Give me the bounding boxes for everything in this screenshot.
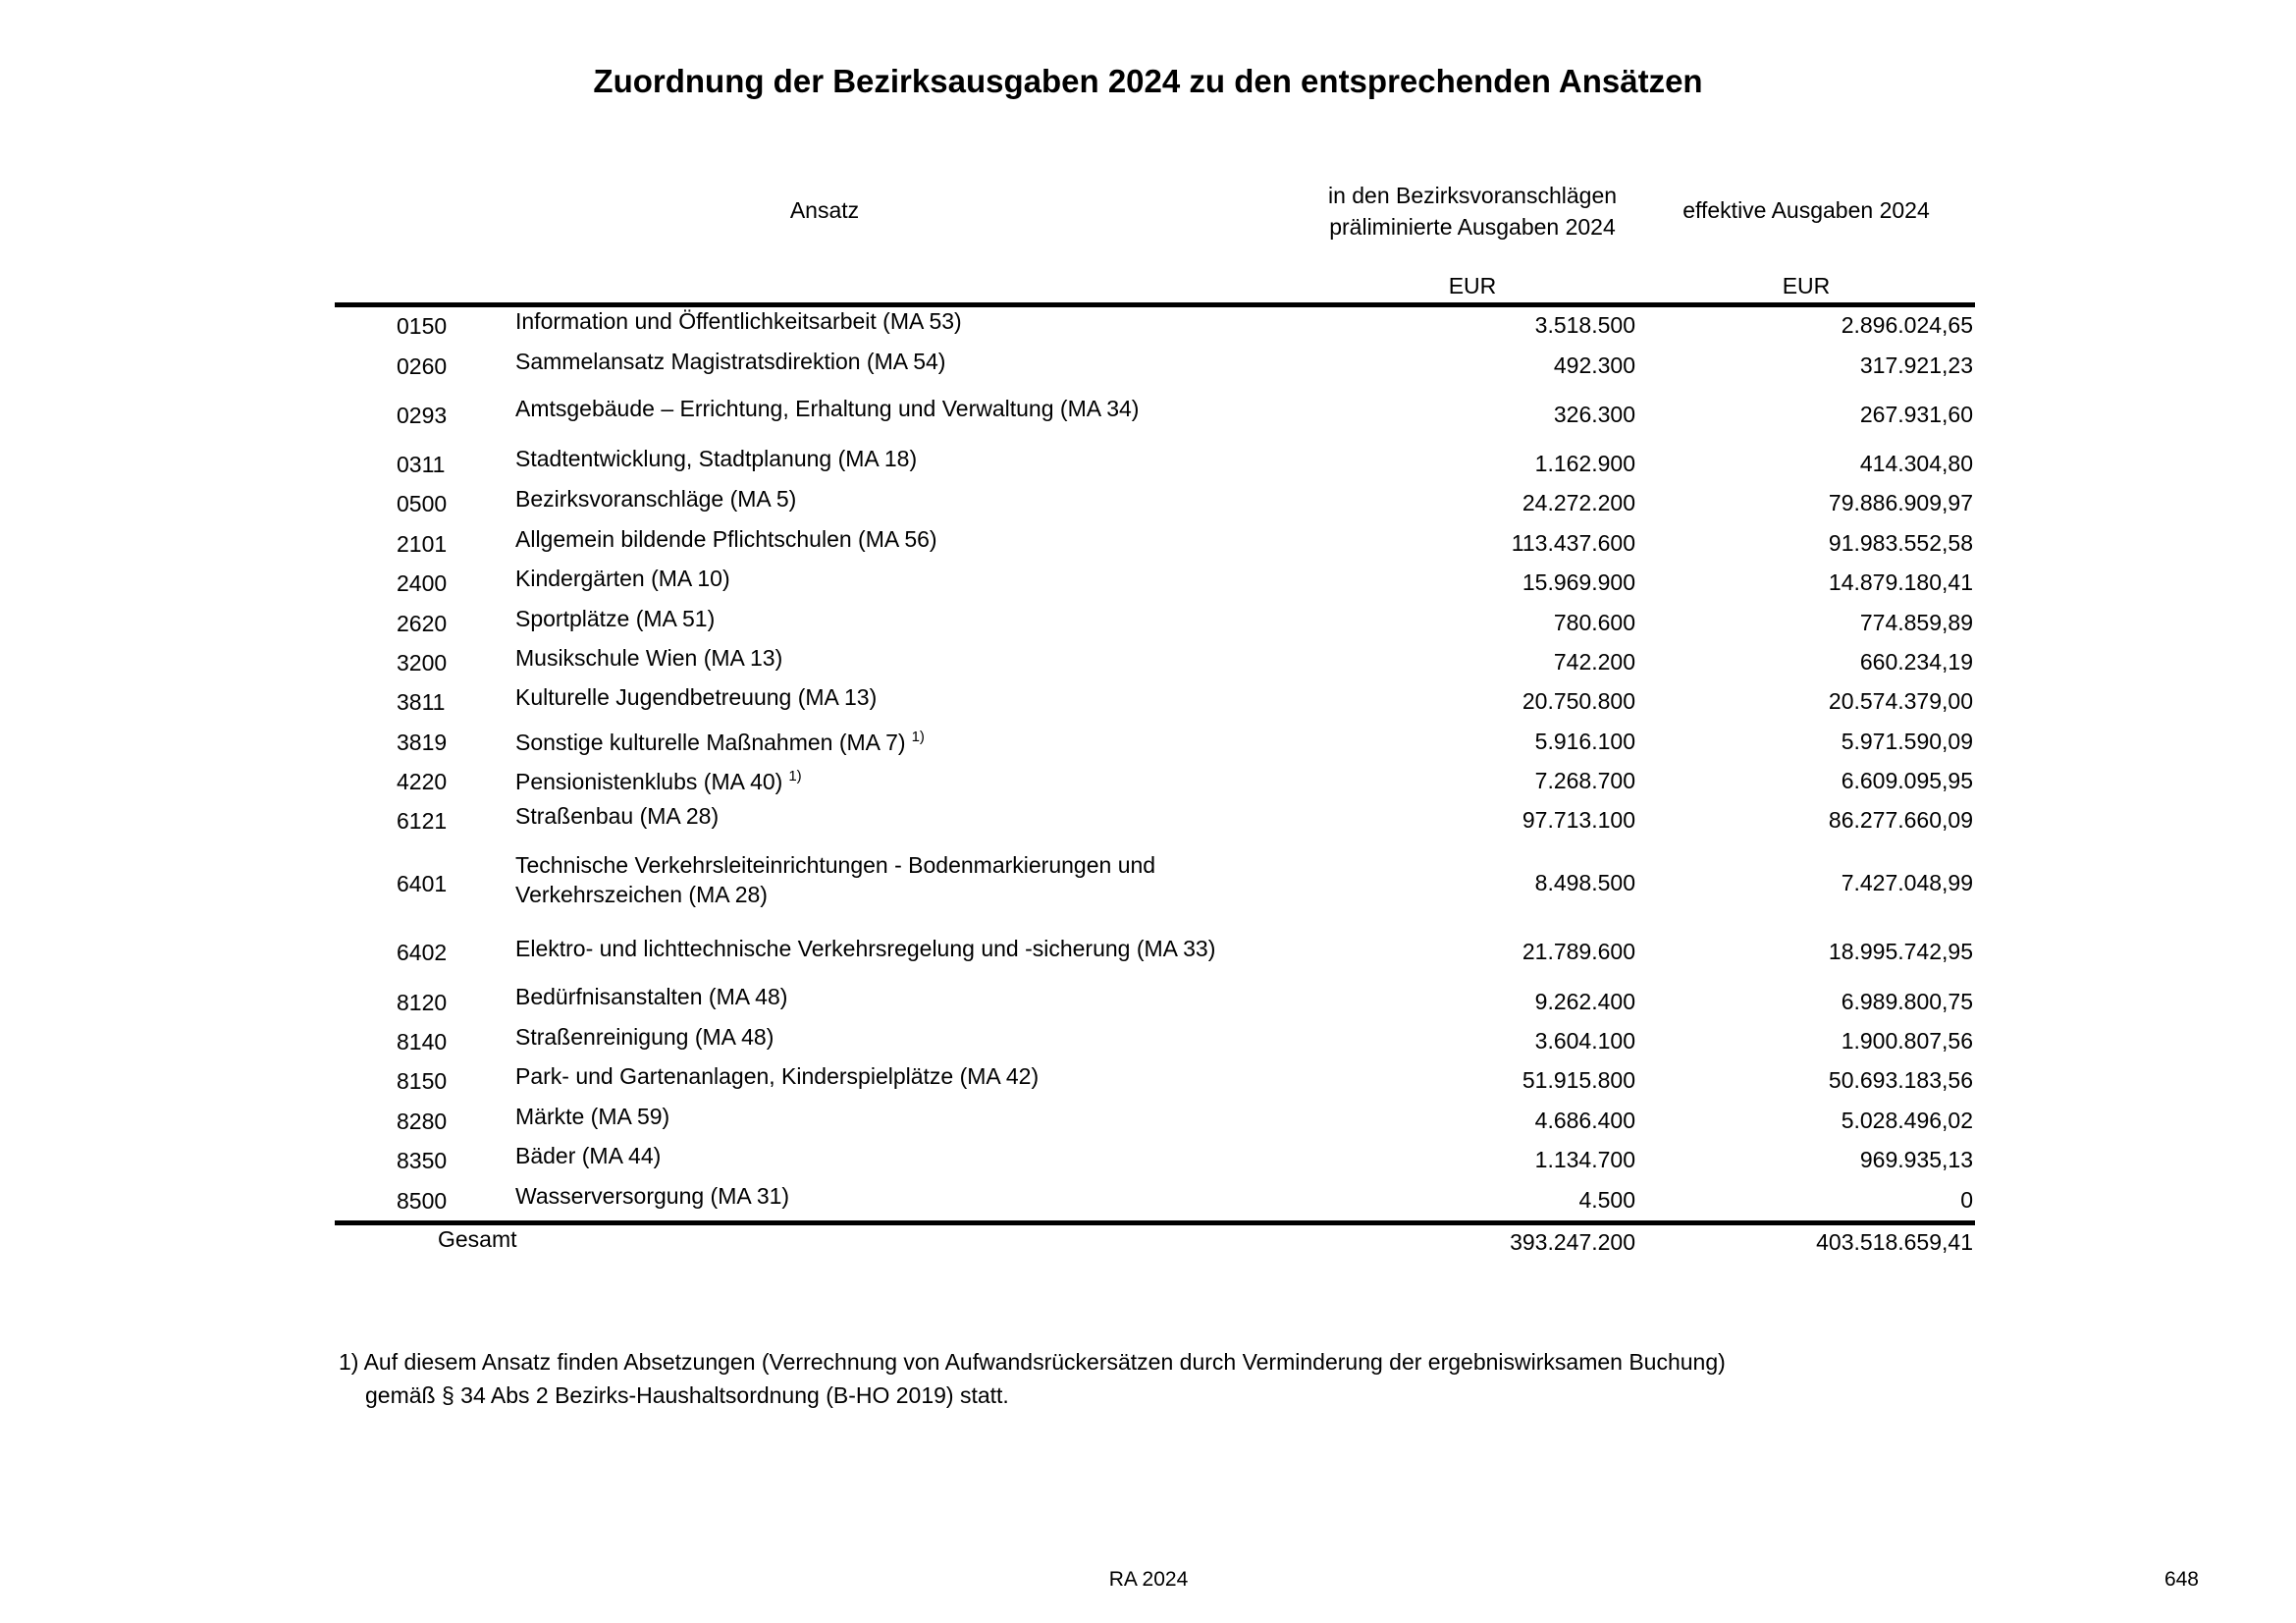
row-code: 0260 <box>397 353 448 379</box>
row-effective: 50.693.183,56 <box>1828 1067 1973 1093</box>
total-preliminary: 393.247.200 <box>1510 1229 1635 1255</box>
row-preliminary: 3.604.100 <box>1534 1028 1635 1054</box>
row-effective: 7.427.048,99 <box>1841 870 1973 895</box>
page-title: Zuordnung der Bezirksausgaben 2024 zu den entsprechenden Ansätzen <box>593 63 1703 99</box>
footnote-marker: 1) <box>911 729 925 746</box>
row-description <box>515 728 1301 757</box>
row-description: Bäder (MA 44) <box>515 1143 662 1168</box>
unit-effective: EUR <box>1782 273 1831 298</box>
total-effective: 403.518.659,41 <box>1816 1229 1973 1255</box>
row-preliminary: 1.162.900 <box>1534 451 1635 476</box>
row-description: Bedürfnisanstalten (MA 48) <box>515 984 788 1009</box>
row-description-line2: Verkehrszeichen (MA 28) <box>515 882 768 907</box>
row-description <box>515 767 1301 796</box>
row-preliminary: 780.600 <box>1553 610 1635 635</box>
row-effective: 660.234,19 <box>1859 649 1973 675</box>
row-effective: 86.277.660,09 <box>1828 807 1973 833</box>
row-description: Wasserversorgung (MA 31) <box>515 1183 790 1209</box>
row-description <box>515 850 1301 909</box>
row-code: 8280 <box>397 1109 448 1134</box>
column-header-preliminary-line1: in den Bezirksvoranschlägen <box>1327 183 1618 208</box>
row-preliminary: 21.789.600 <box>1522 939 1635 964</box>
row-code: 0293 <box>397 403 448 428</box>
row-code: 6401 <box>397 871 448 896</box>
row-effective: 18.995.742,95 <box>1828 939 1973 964</box>
row-code: 3819 <box>397 730 448 755</box>
column-header-preliminary-line2: präliminierte Ausgaben 2024 <box>1329 214 1616 240</box>
row-code: 0500 <box>397 491 448 516</box>
footnote-line1: 1) Auf diesem Ansatz finden Absetzungen (Verrechnung von Aufwandsrückersätzen durch Verminderung der ergebniswirksamen Buchung) <box>339 1349 1726 1375</box>
column-header-preliminary <box>1276 180 1669 243</box>
row-effective: 414.304,80 <box>1859 451 1973 476</box>
row-description: Stadtentwicklung, Stadtplanung (MA 18) <box>515 446 918 471</box>
row-preliminary: 5.916.100 <box>1534 729 1635 754</box>
row-preliminary: 20.750.800 <box>1522 688 1635 714</box>
row-effective: 20.574.379,00 <box>1828 688 1973 714</box>
row-preliminary: 1.134.700 <box>1534 1147 1635 1172</box>
row-description: Park- und Gartenanlagen, Kinderspielplätze (MA 42) <box>515 1063 1040 1089</box>
row-effective: 6.609.095,95 <box>1841 768 1973 793</box>
row-code: 2400 <box>397 570 448 596</box>
row-effective: 317.921,23 <box>1859 352 1973 378</box>
row-effective: 6.989.800,75 <box>1841 989 1973 1014</box>
row-preliminary: 8.498.500 <box>1534 870 1635 895</box>
row-preliminary: 51.915.800 <box>1522 1067 1635 1093</box>
row-code: 2101 <box>397 531 448 557</box>
footnote-line2: gemäß § 34 Abs 2 Bezirks-Haushaltsordnung (B-HO 2019) statt. <box>365 1382 1009 1408</box>
row-code: 6402 <box>397 940 448 965</box>
row-preliminary: 3.518.500 <box>1534 312 1635 338</box>
row-effective: 5.028.496,02 <box>1841 1108 1973 1133</box>
row-preliminary: 97.713.100 <box>1522 807 1635 833</box>
row-code: 4220 <box>397 769 448 794</box>
row-description: Straßenreinigung (MA 48) <box>515 1024 774 1050</box>
row-description: Musikschule Wien (MA 13) <box>515 645 783 671</box>
row-effective: 267.931,60 <box>1859 402 1973 427</box>
row-effective: 969.935,13 <box>1859 1147 1973 1172</box>
row-preliminary: 4.500 <box>1578 1187 1635 1213</box>
row-effective: 14.879.180,41 <box>1828 569 1973 595</box>
row-code: 8500 <box>397 1188 448 1214</box>
row-description: Sportplätze (MA 51) <box>515 606 716 631</box>
row-preliminary: 492.300 <box>1553 352 1635 378</box>
row-description: Information und Öffentlichkeitsarbeit (MA 53) <box>515 308 962 334</box>
row-code: 8350 <box>397 1148 448 1173</box>
row-preliminary: 7.268.700 <box>1534 768 1635 793</box>
row-preliminary: 24.272.200 <box>1522 490 1635 515</box>
total-label: Gesamt <box>438 1226 517 1252</box>
row-description-text: Sonstige kulturelle Maßnahmen (MA 7) <box>515 730 906 755</box>
row-description: Kulturelle Jugendbetreuung (MA 13) <box>515 684 878 710</box>
row-code: 0150 <box>397 313 448 339</box>
row-effective: 5.971.590,09 <box>1841 729 1973 754</box>
row-description: Sammelansatz Magistratsdirektion (MA 54) <box>515 349 946 374</box>
row-code: 2620 <box>397 611 448 636</box>
row-preliminary: 15.969.900 <box>1522 569 1635 595</box>
row-description: Kindergärten (MA 10) <box>515 566 730 591</box>
row-code: 6121 <box>397 808 448 834</box>
row-code: 3811 <box>397 689 446 715</box>
row-description-text: Pensionistenklubs (MA 40) <box>515 769 783 794</box>
table-top-rule <box>335 302 1975 307</box>
row-code: 8140 <box>397 1029 448 1055</box>
row-description: Elektro- und lichttechnische Verkehrsregelung und -sicherung (MA 33) <box>515 936 1216 961</box>
row-preliminary: 9.262.400 <box>1534 989 1635 1014</box>
footnote-marker: 1) <box>788 768 802 785</box>
row-effective: 91.983.552,58 <box>1828 530 1973 556</box>
row-code: 3200 <box>397 650 448 676</box>
row-effective: 774.859,89 <box>1859 610 1973 635</box>
row-preliminary: 326.300 <box>1553 402 1635 427</box>
unit-preliminary: EUR <box>1448 273 1497 298</box>
row-code: 8120 <box>397 990 448 1015</box>
row-effective: 0 <box>1960 1187 1973 1213</box>
row-description-line1: Technische Verkehrsleiteinrichtungen - Bodenmarkierungen und <box>515 852 1156 878</box>
row-code: 0311 <box>397 452 446 477</box>
row-description: Allgemein bildende Pflichtschulen (MA 56) <box>515 526 937 552</box>
row-description: Märkte (MA 59) <box>515 1104 670 1129</box>
row-description: Straßenbau (MA 28) <box>515 803 720 829</box>
footer-report-label: RA 2024 <box>1108 1568 1189 1591</box>
row-description: Bezirksvoranschläge (MA 5) <box>515 486 797 512</box>
row-preliminary: 4.686.400 <box>1534 1108 1635 1133</box>
row-code: 8150 <box>397 1068 448 1094</box>
column-header-effective: effektive Ausgaben 2024 <box>1682 197 1930 223</box>
row-effective: 1.900.807,56 <box>1841 1028 1973 1054</box>
page-number: 648 <box>2163 1568 2199 1591</box>
row-effective: 2.896.024,65 <box>1841 312 1973 338</box>
row-effective: 79.886.909,97 <box>1828 490 1973 515</box>
column-header-ansatz: Ansatz <box>789 197 860 223</box>
table-bottom-rule <box>335 1220 1975 1225</box>
row-description: Amtsgebäude – Errichtung, Erhaltung und Verwaltung (MA 34) <box>515 396 1140 421</box>
row-preliminary: 113.437.600 <box>1511 530 1635 556</box>
row-preliminary: 742.200 <box>1553 649 1635 675</box>
